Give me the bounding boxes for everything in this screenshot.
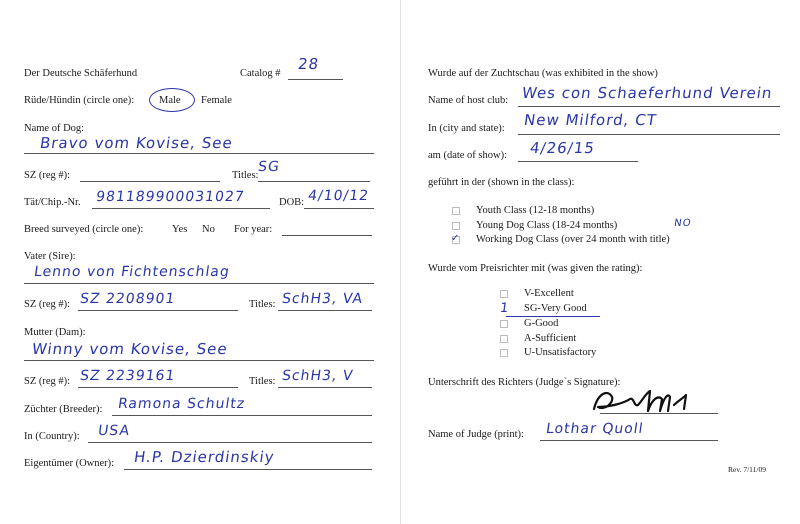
owner-line	[124, 469, 372, 470]
sire-line	[24, 283, 374, 284]
chip-value: 981189900031027	[94, 189, 246, 205]
rating-v-label: V-Excellent	[524, 288, 574, 299]
class-youth-label: Youth Class (12-18 months)	[476, 205, 595, 216]
rating-a-checkbox[interactable]	[500, 335, 508, 343]
org-name: Der Deutsche Schäferhund	[24, 68, 138, 79]
rating-v-checkbox[interactable]	[500, 290, 508, 298]
rating-number: 1	[498, 301, 510, 316]
sire-titles-label: Titles:	[249, 299, 276, 310]
sz-label: SZ (reg #):	[24, 170, 71, 181]
owner-label: Eigentümer (Owner):	[24, 458, 115, 469]
date-value: 4/26/15	[528, 139, 597, 157]
host-club-label: Name of host club:	[428, 95, 509, 106]
country-line	[88, 442, 372, 443]
breeder-value: Ramona Schultz	[116, 396, 247, 412]
class-label: geführt in der (shown in the class):	[428, 177, 575, 188]
date-label: am (date of show):	[428, 150, 508, 161]
for-year-label: For year:	[234, 224, 273, 235]
sz-line	[80, 181, 220, 182]
rating-sg-underline	[506, 316, 600, 317]
city-value: New Milford, CT	[522, 111, 659, 129]
class-young-checkbox[interactable]	[452, 222, 460, 230]
dam-sz-label: SZ (reg #):	[24, 376, 71, 387]
chip-line	[92, 208, 270, 209]
sire-label: Vater (Sire):	[24, 251, 76, 262]
dog-name-label: Name of Dog:	[24, 123, 85, 134]
rating-g-checkbox[interactable]	[500, 320, 508, 328]
dam-titles-label: Titles:	[249, 376, 276, 387]
dam-sz-value: SZ 2239161	[78, 368, 177, 384]
judge-name-value: Lothar Quoll	[544, 421, 645, 437]
judge-signature-label: Unterschrift des Richters (Judge`s Signature):	[428, 377, 621, 388]
judge-name-label: Name of Judge (print):	[428, 429, 524, 440]
breed-yes: Yes	[172, 224, 188, 235]
rating-sg-label: SG-Very Good	[524, 303, 587, 314]
catalog-line	[288, 79, 343, 80]
city-line	[518, 134, 780, 135]
dam-line	[24, 360, 374, 361]
rating-g-label: G-Good	[524, 318, 559, 329]
country-value: USA	[96, 423, 132, 439]
dam-sz-line	[78, 387, 238, 388]
titles-value: SG	[256, 159, 281, 175]
dam-label: Mutter (Dam):	[24, 327, 86, 338]
breed-no: No	[202, 224, 215, 235]
dob-line	[304, 208, 374, 209]
sire-sz-value: SZ 2208901	[78, 291, 177, 307]
sire-titles-line	[278, 310, 372, 311]
rating-u-checkbox[interactable]	[500, 349, 508, 357]
host-club-value: Wes con Schaeferhund Verein	[520, 84, 774, 102]
exhibited-label: Wurde auf der Zuchtschau (was exhibited in the show)	[428, 68, 658, 79]
dob-value: 4/10/12	[306, 188, 371, 204]
sex-female: Female	[201, 95, 232, 106]
catalog-value: 28	[296, 55, 321, 73]
breeder-label: Züchter (Breeder):	[24, 404, 103, 415]
sex-label: Rüde/Hündin (circle one):	[24, 95, 135, 106]
dam-value: Winny vom Kovise, See	[30, 340, 229, 358]
date-line	[518, 161, 638, 162]
dam-titles-line	[278, 387, 372, 388]
for-year-line	[282, 235, 372, 236]
country-label: In (Country):	[24, 431, 80, 442]
no-annotation: NO	[673, 218, 693, 229]
judge-name-line	[540, 440, 718, 441]
sire-value: Lenno von Fichtenschlag	[32, 264, 231, 280]
page-divider	[400, 0, 401, 524]
class-working-check-mark: ✓	[451, 233, 460, 244]
titles-line	[258, 181, 370, 182]
dam-titles-value: SchH3, V	[280, 368, 355, 384]
judge-signature-line	[600, 413, 718, 414]
city-label: In (city and state):	[428, 123, 505, 134]
class-young-label: Young Dog Class (18-24 months)	[476, 220, 618, 231]
breed-survey-label: Breed surveyed (circle one):	[24, 224, 144, 235]
rating-label: Wurde vom Preisrichter mit (was given the rating):	[428, 263, 643, 274]
host-club-line	[518, 106, 780, 107]
dog-name-line	[24, 153, 374, 154]
dob-label: DOB:	[279, 197, 305, 208]
titles-label: Titles:	[232, 170, 259, 181]
owner-value: H.P. Dzierdinskiy	[132, 448, 276, 466]
class-working-label: Working Dog Class (over 24 month with title)	[476, 234, 670, 245]
dog-name-value: Bravo vom Kovise, See	[38, 134, 235, 152]
catalog-label: Catalog #	[240, 68, 281, 79]
chip-label: Tät/Chip.-Nr.	[24, 197, 81, 208]
class-youth-checkbox[interactable]	[452, 207, 460, 215]
sire-sz-line	[78, 310, 238, 311]
sire-titles-value: SchH3, VA	[280, 291, 365, 307]
rating-u-label: U-Unsatisfactory	[524, 347, 597, 358]
revision-note: Rev. 7/11/09	[728, 465, 766, 474]
breeder-line	[112, 415, 372, 416]
sire-sz-label: SZ (reg #):	[24, 299, 71, 310]
rating-a-label: A-Sufficient	[524, 333, 577, 344]
sex-male: Male	[159, 95, 181, 106]
